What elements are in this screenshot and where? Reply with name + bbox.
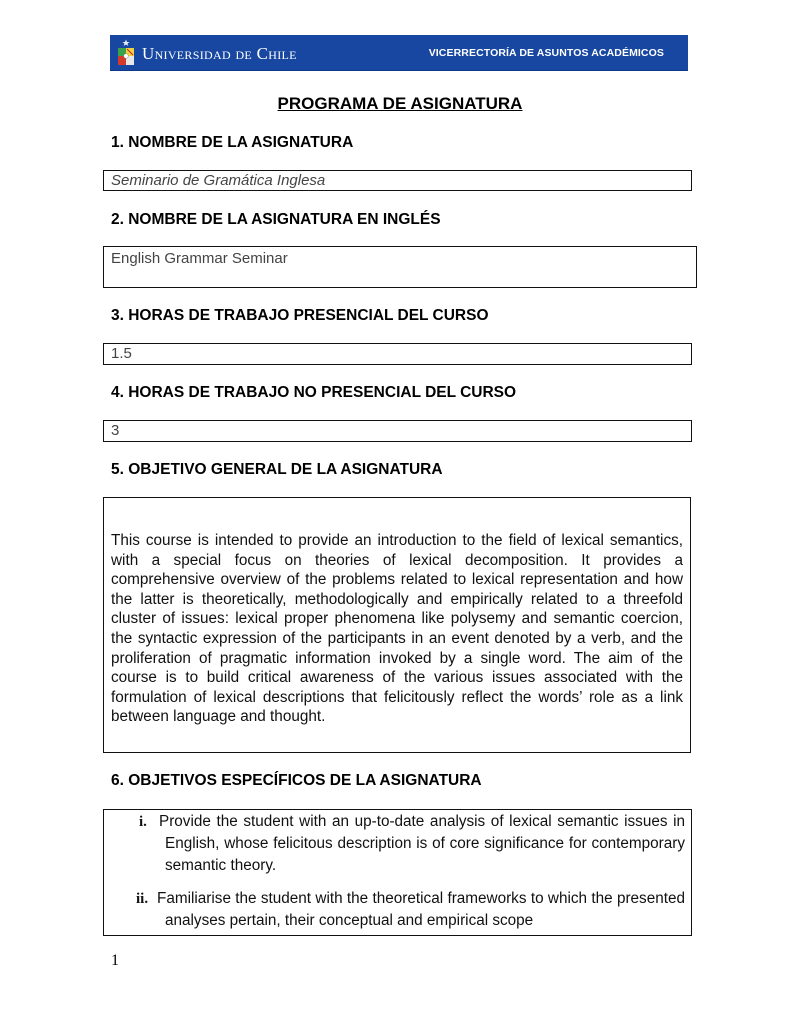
section-5-heading: 5. OBJETIVO GENERAL DE LA ASIGNATURA: [111, 461, 443, 478]
objective-text: Provide the student with an up-to-date analysis of lexical semantic issues in English, whose felicitous description is of core significance for contemporary semantic theory.: [159, 813, 685, 874]
non-contact-hours-field: [103, 420, 692, 442]
page-title: PROGRAMA DE ASIGNATURA: [277, 94, 523, 113]
section-4-heading: 4. HORAS DE TRABAJO NO PRESENCIAL DEL CURSO: [111, 384, 517, 401]
contact-hours-value: 1.5: [111, 345, 132, 362]
section-3-heading: 3. HORAS DE TRABAJO PRESENCIAL DEL CURSO: [111, 307, 489, 324]
general-objective-box: [103, 497, 691, 753]
contact-hours-field: [103, 343, 692, 365]
header-banner: [110, 35, 688, 71]
department-name: VICERRECTORÍA DE ASUNTOS ACADÉMICOS: [428, 47, 664, 59]
general-objective-text: This course is intended to provide an introduction to the field of lexical semantics, with a special focus on theories of lexical decomposition. It provides a comprehensive overview of the problems related to lexical representation and how the latter is theoretically, methodologically and empirically related to a threefold cluster of issues: lexical proper phenomena like polysemy and semantic coercion, the syntactic expression of the participants in an event denoted by a verb, and the proliferation of pragmatic information invoked by a single word. The aim of the course is to build critical awareness of the various issues associated with the formulation of lexical descriptions that felicitously reflect the words’ role as a link between language and thought.: [111, 532, 683, 726]
page-number: 1: [111, 952, 119, 969]
course-name-english-value: English Grammar Seminar: [111, 250, 288, 267]
objective-item: [136, 888, 685, 932]
non-contact-hours-value: 3: [111, 422, 120, 439]
course-name-value: Seminario de Gramática Inglesa: [111, 172, 326, 189]
university-name: Universidad de Chile: [142, 44, 297, 63]
objective-text: Familiarise the student with the theoretical frameworks to which the presented analyses pertain, their conceptual and empirical scope: [157, 890, 685, 929]
course-name-field: [103, 170, 692, 191]
course-name-english-field: [103, 246, 697, 288]
section-1-heading: 1. NOMBRE DE LA ASIGNATURA: [111, 134, 354, 151]
section-2-heading: 2. NOMBRE DE LA ASIGNATURA EN INGLÉS: [111, 211, 441, 228]
university-shield-icon: [116, 39, 136, 67]
specific-objectives-box: [103, 809, 692, 936]
objective-item: [139, 811, 685, 877]
objective-marker: i.: [139, 814, 147, 830]
objective-marker: ii.: [136, 891, 149, 907]
section-6-heading: 6. OBJETIVOS ESPECÍFICOS DE LA ASIGNATURA: [111, 772, 482, 789]
